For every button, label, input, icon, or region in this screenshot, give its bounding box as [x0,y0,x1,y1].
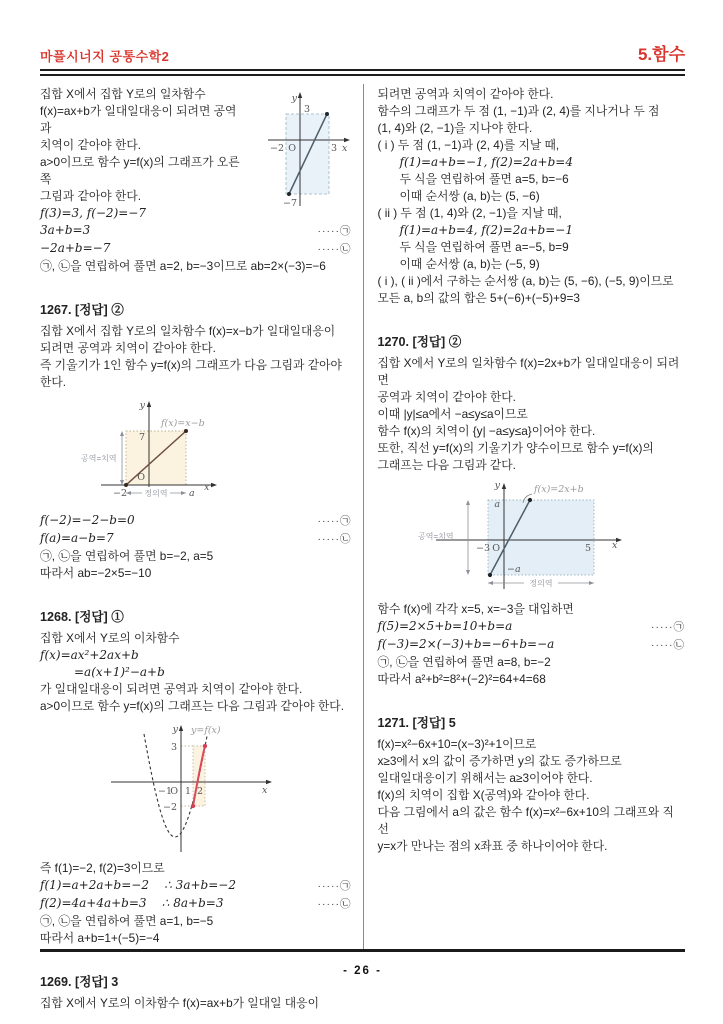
solution-line: 공역과 치역이 같아야 한다. [377,390,516,404]
solution-line: 일대일대응이기 위해서는 a≥3이어야 한다. [377,771,593,785]
solution-line: (1, 4)와 (2, −1)을 지나야 한다. [377,121,533,135]
solution-line: ( i ), ( ii )에서 구하는 순서쌍 (a, b)는 (5, −6), (−5, 9)이므로 [377,274,674,288]
solution-line: ㉠, ㉡을 연립하여 풀면 a=2, b=−3이므로 ab=2×(−3)=−6 [40,259,326,273]
equation-mark: ·····㉡ [317,898,352,910]
solution-line: 두 식을 연립하여 풀면 a=5, b=−6 [399,172,569,186]
solution-line: ㉠, ㉡을 연립하여 풀면 b=−2, a=5 [40,549,214,563]
origin-label: O [169,786,178,797]
solution-1269 [40,971,352,1012]
axis-label-x: x [612,540,618,551]
equation-mark: ·····㉠ [317,515,352,527]
chapter-title: 5.함수 [637,45,685,64]
axis-label-x: x [341,143,347,154]
solution-line: 이때 순서쌍 (a, b)는 (5, −6) [399,189,540,203]
page-number: - 26 - [343,965,382,977]
axis-label-y: y [291,93,297,104]
equation-text: f(5)=2×5+b=10+b=a [377,619,513,633]
solution-line: 한다. [40,375,67,389]
tick-y-top: 3 [170,742,177,753]
solution-line: 다음 그림에서 a의 값은 함수 f(x)=x²−6x+10의 그래프와 직선 [377,805,674,836]
tick-x-neg1: −1 [157,786,172,797]
equation-mark: ·····㉠ [651,621,685,633]
origin-label: O [136,472,145,483]
solution-line: 이때 순서쌍 (a, b)는 (−5, 9) [399,257,540,271]
equation-text: f(−2)=−2−b=0 [40,513,135,527]
solution-line: x≥3에서 x의 값이 증가하면 y의 값도 증가하므로 [377,754,622,768]
curve-label: f(x)=x−b [160,418,205,429]
solution-line: f(1)=a+b=−1, f(2)=2a+b=4 [399,155,573,169]
solution-line: a>0이므로 함수 y=f(x)의 그래프가 오른쪽 [40,155,240,186]
solution-line: =a(x+1)²−a+b [74,665,165,679]
problem-number: 1270. [정답] ② [377,335,462,349]
solution-1271 [378,712,686,855]
origin-label: O [287,143,296,154]
solution-line: 그래프는 다음 그림과 같다. [377,458,516,472]
solution-line: 치역이 같아야 한다. [40,138,141,152]
figure-parabola-graph-1268 [96,720,296,856]
solution-1269-continued [378,86,686,307]
domain-label: 정의역 [144,489,168,498]
tick-y-top: 3 [303,104,310,115]
solution-line: 집합 X에서 Y로의 이차함수 f(x)=ax+b가 일대일 대응이 [40,996,319,1010]
tick-y-bottom: −2 [162,802,177,813]
solution-line: 집합 X에서 Y로의 일차함수 f(x)=2x+b가 일대일대응이 되려면 [377,356,680,387]
equation-line [378,618,686,636]
equation-line [40,895,352,913]
solution-line: f(x)=x²−6x+10=(x−3)²+1이므로 [377,737,537,751]
solution-1266 [40,86,352,275]
solution-line: y=x가 만나는 점의 x좌표 중 하나이어야 한다. [377,839,608,853]
solution-line: 즉 f(1)=−2, f(2)=3이므로 [40,861,165,875]
solution-line: 즉 기울기가 1인 함수 y=f(x)의 그래프가 다음 그림과 같아야 [40,358,342,372]
solution-line: 따라서 ab=−2×5=−10 [40,566,152,580]
solution-line: 두 식을 연립하여 풀면 a=−5, b=9 [399,240,569,254]
tick-y-bottom: −7 [282,198,297,209]
solution-line: f(x)의 치역이 집합 X(공역)와 같아야 한다. [377,788,590,802]
content-columns [40,84,685,1010]
axis-label-x: x [203,482,210,493]
solution-line: 그림과 같아야 한다. [40,189,141,203]
tick-y-bottom: −a [507,564,521,575]
solution-line: 모든 a, b의 값의 합은 5+(−6)+(−5)+9=3 [377,291,580,305]
axis-label-y: y [172,724,178,735]
equation-line [40,240,352,258]
solution-line: 함수의 그래프가 두 점 (1, −1)과 (2, 4)를 지나거나 두 점 [377,104,660,118]
equation-line [40,222,352,240]
solution-line: 집합 X에서 집합 Y로의 일차함수 [40,87,206,101]
figure-line-graph-1270 [416,479,646,597]
solution-1270 [378,331,686,688]
equation-text: f(2)=4a+4a+b=3 ∴ 8a+b=3 [40,896,224,910]
solution-line: 따라서 a+b=1+(−5)=−4 [40,931,160,945]
solution-line: ㉠, ㉡을 연립하여 풀면 a=1, b=−5 [40,914,214,928]
axis-label-x: x [261,785,268,796]
equation-line [40,530,352,548]
header-rule [40,69,685,76]
solution-line: 되려면 공역과 치역이 같아야 한다. [377,87,554,101]
equation-mark: ·····㉠ [317,880,352,892]
equation-text: f(−3)=2×(−3)+b=−6+b=−a [377,637,555,651]
tick-y-top: 7 [138,432,145,443]
problem-number: 1271. [정답] 5 [377,716,456,730]
axis-label-y: y [139,400,145,411]
solution-line: 함수 f(x)의 치역이 {y| −a≤y≤a}이어야 한다. [377,424,596,438]
right-column [363,84,686,949]
solution-line: ( ii ) 두 점 (1, 4)와 (2, −1)을 지날 때, [377,206,562,220]
tick-x-two: 2 [196,786,203,797]
solution-line: a>0이므로 함수 y=f(x)의 그래프는 다음 그림과 같아야 한다. [40,699,344,713]
problem-number: 1269. [정답] 3 [40,975,119,989]
solution-line: 가 일대일대응이 되려면 공역과 치역이 같아야 한다. [40,682,303,696]
equation-line [378,636,686,654]
equation-mark: ·····㉡ [651,639,685,651]
equation-mark: ·····㉡ [317,533,352,545]
solution-line: f(x)=ax+b가 일대일대응이 되려면 공역과 [40,104,237,135]
equation-line [40,877,352,895]
curve-label: y=f(x) [190,725,221,736]
figure-container [40,720,352,856]
solution-line: f(1)=a+b=4, f(2)=2a+b=−1 [399,223,573,237]
equation-text: f(a)=a−b=7 [40,531,114,545]
tick-x-right: a [188,488,195,499]
curve-label: f(x)=2x+b [534,484,584,495]
solution-1267 [40,299,352,582]
tick-x-right: 3 [330,143,337,154]
problem-number: 1268. [정답] ① [40,610,124,624]
solution-line: f(x)=ax²+2ax+b [40,648,139,662]
solution-line: 또한, 직선 y=f(x)의 기울기가 양수이므로 함수 y=f(x)의 [377,441,654,455]
tick-x-left: −2 [269,143,284,154]
range-label: 공역=치역 [80,454,117,463]
page-header [40,40,685,65]
solution-line: 함수 f(x)에 각각 x=5, x=−3을 대입하면 [377,602,574,616]
figure-line-graph-1267 [81,396,311,508]
equation-text: 3a+b=3 [40,223,91,237]
tick-y-top: a [494,499,501,510]
equation-text: f(1)=a+2a+b=−2 ∴ 3a+b=−2 [40,878,236,892]
solution-line: 이때 |y|≤a에서 −a≤y≤a이므로 [377,407,528,421]
solution-line: 따라서 a²+b²=8²+(−2)²=64+4=68 [377,672,546,686]
solution-line: ㉠, ㉡을 연립하여 풀면 a=8, b=−2 [377,655,551,669]
tick-x-right: 5 [585,543,592,554]
tick-x-one: 1 [184,786,191,797]
equation-mark: ·····㉡ [317,243,352,255]
figure-line-graph-1266 [252,88,352,210]
left-column [40,84,363,1010]
book-title: 마플시너지 공통수학2 [40,49,170,64]
tick-x-left: −2 [112,488,127,499]
solution-line: 집합 X에서 집합 Y로의 일차함수 f(x)=x−b가 일대일대응이 [40,324,336,338]
problem-number: 1267. [정답] ② [40,303,124,317]
equation-text: −2a+b=−7 [40,241,111,255]
domain-label: 정의역 [529,579,553,588]
solution-1268 [40,606,352,947]
solution-line: f(3)=3, f(−2)=−7 [40,206,146,220]
solution-line: 되려면 공역과 치역이 같아야 한다. [40,341,216,355]
axis-label-y: y [494,480,501,491]
equation-mark: ·····㉠ [317,225,352,237]
solution-line: 집합 X에서 Y로의 이차함수 [40,631,180,645]
tick-x-left: −3 [476,543,491,554]
figure-container [40,396,352,508]
solution-line: ( i ) 두 점 (1, −1)과 (2, 4)를 지날 때, [377,138,560,152]
equation-line [40,512,352,530]
range-label: 공역=치역 [418,532,454,541]
figure-container [378,479,686,597]
origin-label: O [492,543,501,554]
